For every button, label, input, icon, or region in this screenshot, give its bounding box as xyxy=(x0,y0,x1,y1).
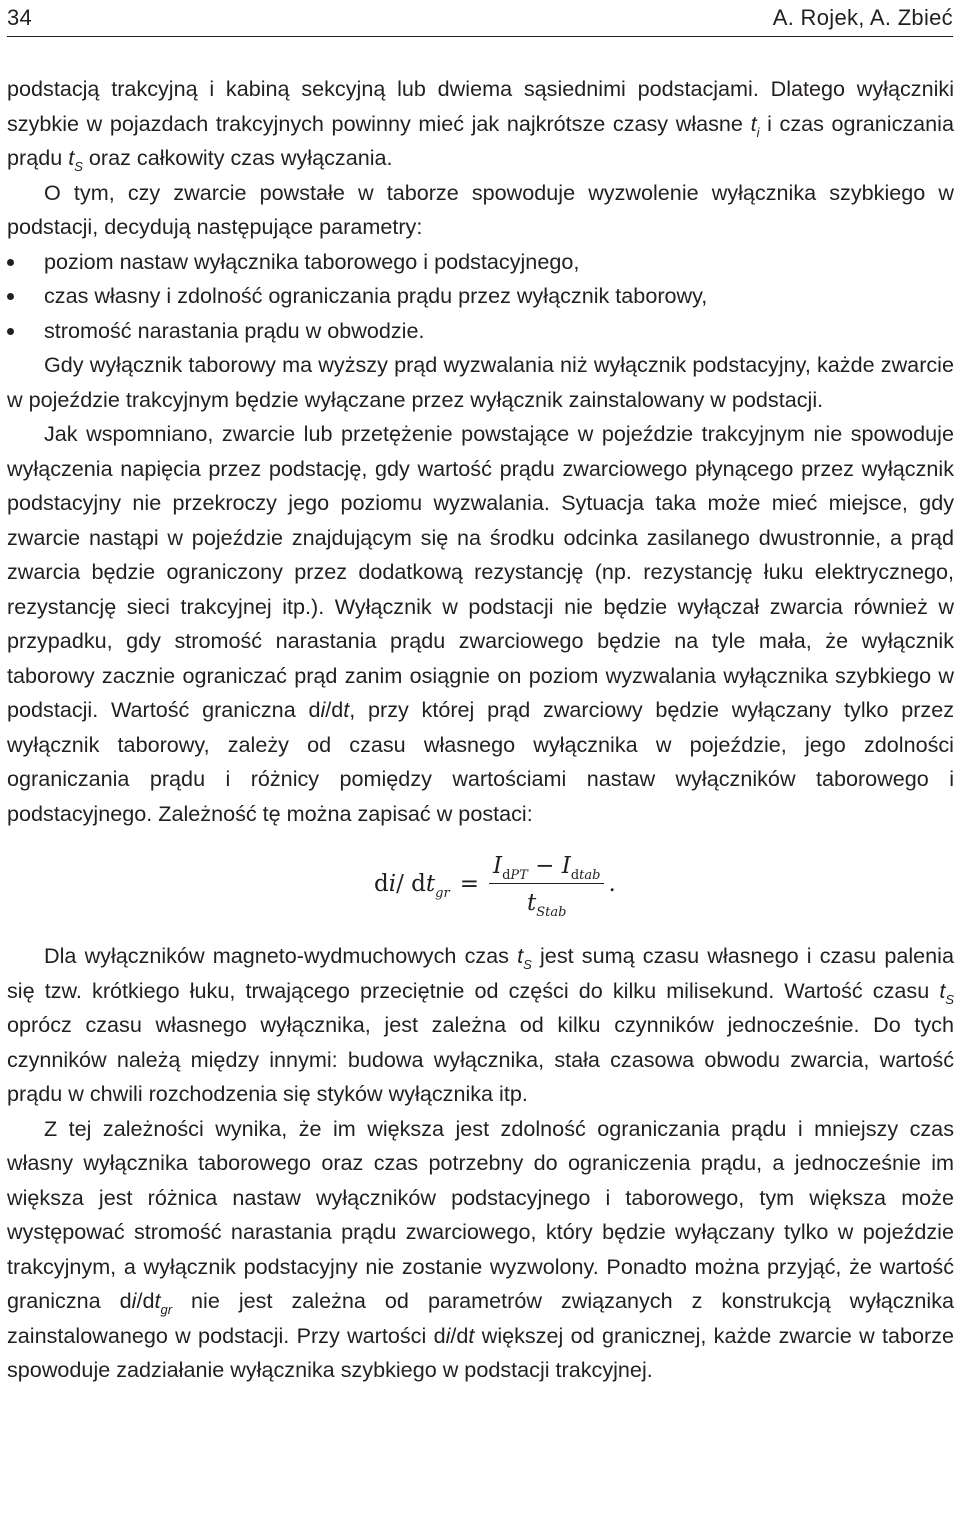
running-header xyxy=(7,0,953,37)
paragraph-4: Jak wspomniano, zwarcie lub przetężenie powstające w pojeździe trakcyjnym nie spowoduje wyłączenia napięcia przez podstację, gdy wartość prądu zwarciowego płynącego przez wyłącznik podstacyjny nie przekroczy jego poziomu wyzwalania. Sytuacja taka może mieć miejsce, gdy zwarcie nastąpi w pojeździe znajdującym się na środku odcinka zasilanego dwustronnie, a prąd zwarcia będzie ograniczony przez dodatkową rezystancję (np. rezystancję łuku elektrycznego, rezystancję sieci trakcyjnej itp.). Wyłącznik w podstacji nie będzie wyłączał zwarcia również w przypadku, gdy stromość narastania prądu zwarciowego będzie na tyle mała, że wyłącznik taborowy zacznie ograniczać prąd zanim osiągnie on poziom wyzwalania wyłącznika szybkiego w podstacji. Wartość graniczna di/dt, przy której prąd zwarciowy będzie wyłączany tylko przez wyłącznik taborowy, zależy od czasu własnego wyłącznika w pojeździe, jego zdolności ograniczania prądu i różnicy pomiędzy wartościami nastaw wyłączników taborowego i podstacyjnego. Zależność tę można zapisać w postaci: xyxy=(7,421,954,826)
paragraph-3: Gdy wyłącznik taborowy ma wyższy prąd wyzwalania niż wyłącznik podstacyjny, każde zwarcie w pojeździe trakcyjnym będzie wyłączane przez wyłącznik zainstalowany w podstacji. xyxy=(7,352,954,412)
paragraph-5: Dla wyłączników magneto-wydmuchowych czas $t_S$ jest sumą czasu własnego i czasu palenia się tzw. krótkiego łuku, trwającego przeciętnie od części do kilku milisekund. Wartość czasu $t_S$ oprócz czasu własnego wyłącznika, jest zależna od kilku czynników jednocześnie. Do tych czynników należą między innymi: budowa wyłącznika, stała czasowa obwodu zwarcia, wartość prądu w chwili rozchodzenia się styków wyłącznika itp. xyxy=(7,943,954,1106)
fraction-denominator: $t_{Stab}$ xyxy=(526,890,567,920)
list-item: poziom nastaw wyłącznika taborowego i podstacyjnego, xyxy=(7,245,954,280)
symbol-t-i: t xyxy=(750,110,757,136)
parameter-list xyxy=(7,245,954,349)
equation: di/ $dt_{gr}$ = $\frac{I_{dPT} - I_{dtab}}{t_{Stab}}$ . xyxy=(374,853,616,920)
list-item: stromość narastania prądu w obwodzie. xyxy=(7,314,954,349)
symbol-t-s: t xyxy=(68,145,75,170)
fraction-numerator: $I_{dPT} - I_{dtab}$ xyxy=(489,851,604,884)
page-number: 34 xyxy=(7,5,33,30)
equation-block xyxy=(7,831,954,939)
body-text xyxy=(7,72,954,1388)
list-item: czas własny i zdolność ograniczania prądu przez wyłącznik taborowy, xyxy=(7,279,954,314)
equals-sign: = xyxy=(459,871,479,898)
running-header-authors: A. Rojek, A. Zbieć xyxy=(772,5,953,30)
paragraph-1: podstacją trakcyjną i kabiną sekcyjną lub dwiema sąsiednimi podstacjami. Dlatego wyłączniki szybkie w pojazdach trakcyjnych powinny mieć jak najkrótsze czasy własne $t_i$ i czas ograniczania prądu $t_S$ oraz całkowity czas wyłączania. xyxy=(7,76,954,174)
fraction xyxy=(489,851,604,918)
equation-lhs: di/ $dt_{gr}$ xyxy=(374,871,450,902)
paragraph-6: Z tej zależności wynika, że im większa jest zdolność ograniczania prądu i mniejszy czas własny wyłącznika taborowego oraz czas potrzebny do ograniczenia prądu, a jednocześnie im większa jest różnica nastaw wyłączników podstacyjnego i taborowego, tym większa może występować stromość narastania prądu zwarciowego, który będzie wyłączany tylko w pojeździe trakcyjnym, a wyłącznik podstacyjny nie zostanie wyzwolony. Ponadto można przyjąć, że wartość graniczna $di/dt_{gr}$ nie jest zależna od parametrów związanych z konstrukcją wyłącznika zainstalowanego w podstacji. Przy wartości di/dt większej od granicznej, każde zwarcie w taborze spowoduje zadziałanie wyłącznika szybkiego w podstacji trakcyjnej. xyxy=(7,1115,955,1382)
paragraph-2: O tym, czy zwarcie powstałe w taborze spowoduje wyzwolenie wyłącznika szybkiego w podstacji, decydują następujące parametry: xyxy=(7,179,954,239)
